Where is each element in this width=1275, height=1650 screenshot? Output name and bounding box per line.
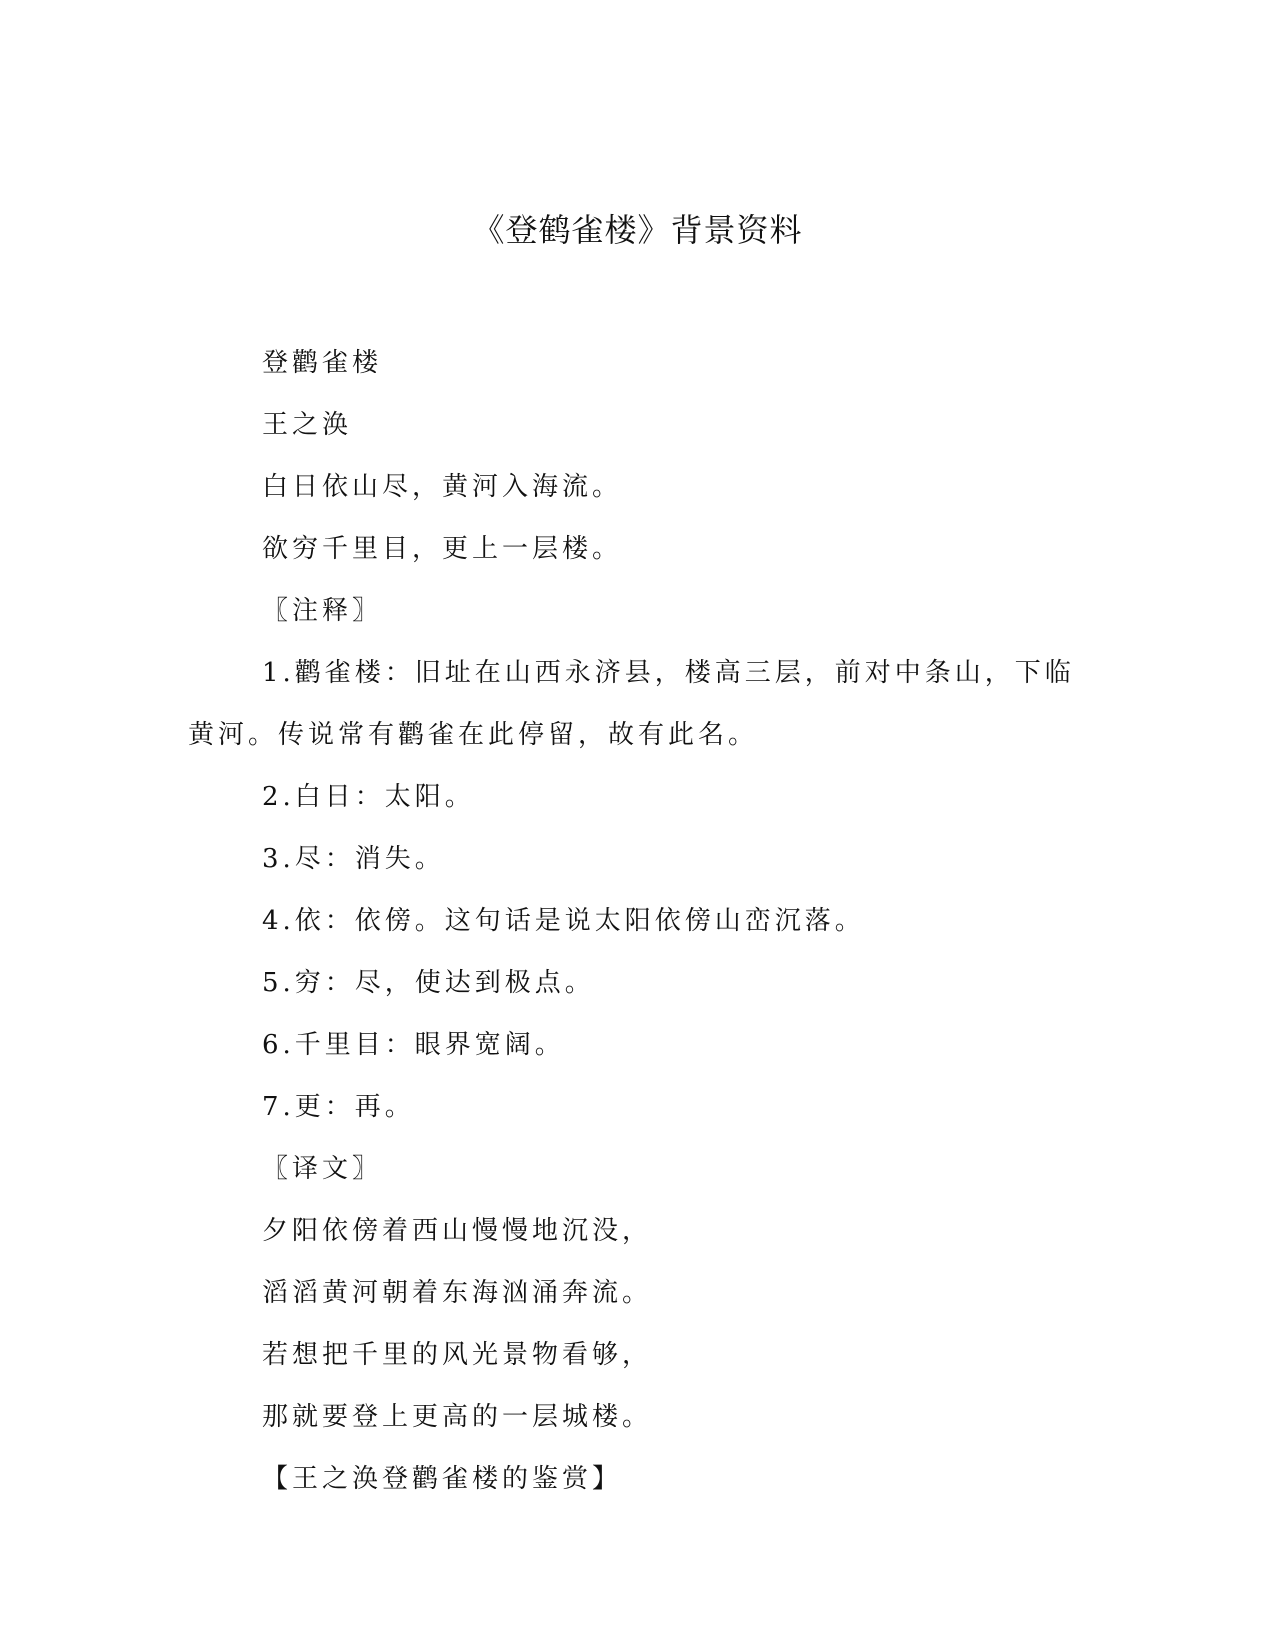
note-4: 4.依：依傍。这句话是说太阳依傍山峦沉落。 [262,906,865,936]
translation-line-3: 若想把千里的风光景物看够， [262,1340,653,1370]
document-body [188,332,1088,1510]
note-7: 7.更：再。 [262,1092,415,1122]
poem-author: 王之涣 [262,410,353,440]
note-3: 3.尽：消失。 [262,844,445,874]
poem-line-1: 白日依山尽，黄河入海流。 [262,472,623,502]
notes-heading: 〖注释〗 [262,596,383,626]
translation-heading: 〖译文〗 [262,1154,383,1184]
note-2: 2.白日：太阳。 [262,782,475,812]
translation-line-2: 滔滔黄河朝着东海汹涌奔流。 [262,1278,653,1308]
appreciation-heading: 【王之涣登鹳雀楼的鉴赏】 [262,1464,623,1494]
poem-line-2: 欲穷千里目，更上一层楼。 [262,534,623,564]
note-1: 1.鹳雀楼：旧址在山西永济县，楼高三层，前对中条山，下临黄河。传说常有鹳雀在此停留，故有此名。 [188,658,1075,750]
poem-title: 登鹳雀楼 [262,348,383,378]
translation-line-1: 夕阳依傍着西山慢慢地沉没， [262,1216,653,1246]
page-title: 《登鹤雀楼》背景资料 [472,211,803,249]
translation-line-4: 那就要登上更高的一层城楼。 [262,1402,653,1432]
note-6: 6.千里目：眼界宽阔。 [262,1030,565,1060]
note-5: 5.穷：尽，使达到极点。 [262,968,595,998]
